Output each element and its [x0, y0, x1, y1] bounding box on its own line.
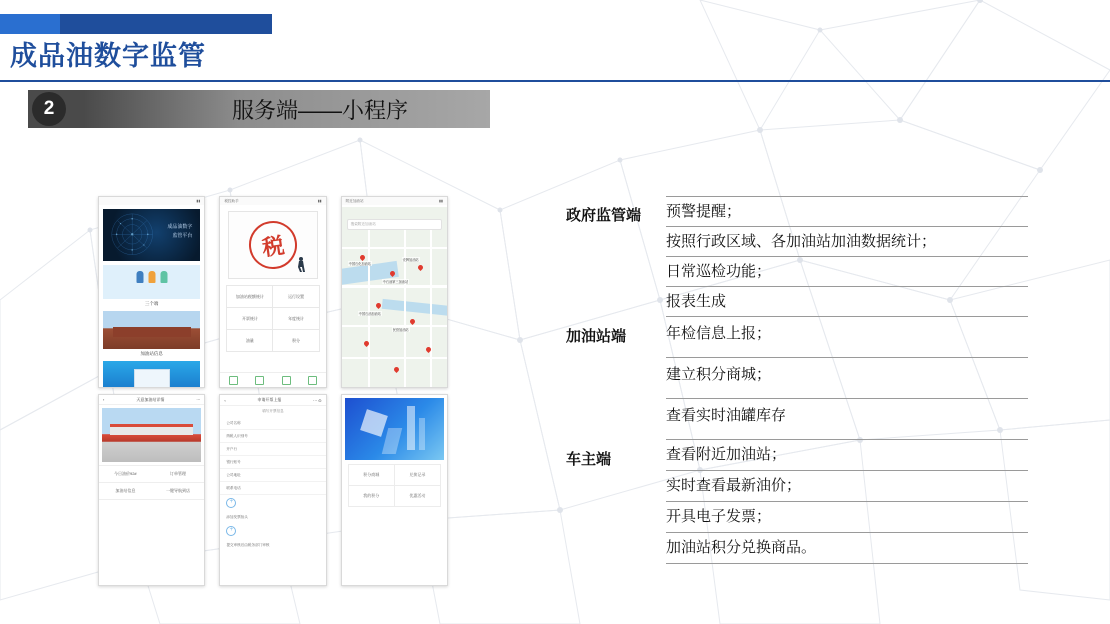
nav-bar — [220, 395, 325, 406]
form-field[interactable]: 开户行 — [220, 443, 325, 456]
section-title: 服务端——小程序 — [231, 97, 408, 123]
grid-cell-label: 加油站税额统计 — [235, 293, 264, 299]
phone-screenshot-invoice-form[interactable] — [219, 394, 326, 586]
form-field[interactable]: 公司地址 — [220, 469, 325, 482]
map-search-input[interactable]: 搜索附近加油站 — [347, 219, 442, 230]
phone-screenshot-map[interactable] — [341, 196, 448, 388]
more-icon[interactable]: ⋯ — [196, 397, 201, 402]
map-label: 中石油第三加油站 — [382, 280, 409, 284]
header-bar-accent — [0, 14, 60, 34]
tax-function-grid — [226, 285, 319, 352]
add-email-icon[interactable]: + — [226, 526, 236, 536]
feature-item-list — [666, 440, 1028, 564]
detail-row[interactable] — [99, 482, 204, 499]
grid-cell[interactable] — [273, 330, 318, 351]
nav-bar — [99, 395, 204, 405]
form-subtitle: 填写开票信息 — [262, 409, 284, 413]
status-right: ▮▮ — [196, 199, 201, 203]
bottom-tab-bar[interactable] — [220, 372, 325, 387]
feature-item: 开具电子发票； — [666, 502, 1028, 533]
feature-item: 实时查看最新油价； — [666, 471, 1028, 502]
hero-text — [167, 223, 192, 241]
map-label: 中国石油加油站 — [358, 312, 381, 316]
station-photo-label: 加油站信息 — [140, 351, 163, 356]
title-divider — [0, 80, 1110, 82]
phone-screenshot-points-mall[interactable] — [341, 394, 448, 586]
more-icon[interactable]: ⋯ ⊙ — [313, 397, 322, 403]
hero-line-2: 监管平台 — [172, 233, 193, 239]
grid-cell[interactable] — [227, 330, 272, 351]
grid-cell[interactable] — [349, 465, 394, 485]
tax-seal-icon: 税 — [246, 218, 300, 272]
feature-item: 日常巡检功能； — [666, 257, 1028, 287]
grid-cell-label: 积分商城 — [363, 472, 380, 477]
feature-item-list — [666, 317, 1028, 440]
status-left: 税控助手 — [224, 198, 239, 203]
phone-status-bar — [99, 197, 204, 205]
nav-title: 天意加油站详情 — [136, 396, 165, 402]
feature-table — [566, 196, 1028, 564]
tab-home-icon[interactable] — [229, 376, 238, 385]
grid-cell[interactable] — [349, 486, 394, 506]
feature-group-station — [566, 317, 1028, 440]
feature-group-car-owner — [566, 440, 1028, 564]
points-hero-banner — [345, 398, 444, 460]
feature-item: 建立积分商城； — [666, 358, 1028, 399]
status-right: ▮▮ — [317, 199, 322, 203]
map-label: 壳牌加油站 — [402, 258, 419, 262]
grid-cell-label: 运行设置 — [288, 293, 305, 299]
status-left: 附近加油站 — [345, 198, 364, 203]
three-roles-label: 三个端 — [144, 301, 159, 306]
rider-icon — [294, 256, 308, 272]
grid-cell[interactable] — [395, 486, 440, 506]
back-icon[interactable]: ‹ — [103, 397, 105, 402]
invoice-tile[interactable] — [103, 361, 200, 388]
feature-item: 加油站积分兑换商品。 — [666, 533, 1028, 564]
phone-status-bar — [342, 197, 447, 205]
grid-cell-label: 开票统计 — [241, 315, 258, 321]
detail-row[interactable] — [99, 465, 204, 482]
people-icon — [136, 271, 167, 283]
phone-screenshot-home[interactable] — [98, 196, 205, 388]
grid-cell-label: 年度统计 — [288, 315, 305, 321]
detail-cell: 订单管理 — [170, 471, 186, 476]
grid-cell-label: 油量 — [245, 337, 254, 343]
station-photo — [102, 408, 201, 462]
feature-group-government — [566, 196, 1028, 317]
hero-banner — [103, 209, 200, 261]
feature-item: 按照行政区域、各加油站加油数据统计； — [666, 227, 1028, 257]
feature-group-label: 加油站端 — [566, 328, 627, 345]
detail-cell: 今日油价92# — [113, 471, 137, 476]
feature-item-list — [666, 196, 1028, 317]
grid-cell[interactable] — [395, 465, 440, 485]
phone-screenshot-station-detail[interactable] — [98, 394, 205, 586]
feature-item: 查看实时油罐库存 — [666, 399, 1028, 440]
nav-title: 申请开票上报 — [257, 397, 282, 402]
status-right: ▮▮ — [439, 199, 443, 203]
tab-stats-icon[interactable] — [255, 376, 264, 385]
phone-row-top — [98, 196, 448, 388]
grid-cell-label: 优惠活动 — [409, 493, 426, 498]
form-field[interactable]: 联系电话 — [220, 482, 325, 495]
add-invoice-title-icon[interactable]: + — [226, 498, 236, 508]
feature-item: 查看附近加油站； — [666, 440, 1028, 471]
form-footer-note: 提交审核后由税务部门审核 — [226, 542, 270, 547]
detail-cell: 一键导航到店 — [166, 488, 190, 493]
grid-cell-label: 兑换记录 — [409, 472, 426, 477]
tab-message-icon[interactable] — [282, 376, 291, 385]
page-title: 成品油数字监管 — [10, 41, 206, 71]
form-field[interactable]: 银行账号 — [220, 456, 325, 469]
feature-group-label: 政府监管端 — [566, 207, 642, 224]
station-photo-tile[interactable] — [103, 311, 200, 349]
section-number-badge: 2 — [32, 92, 66, 126]
grid-cell-label: 我的积分 — [363, 493, 380, 498]
phone-status-bar — [220, 197, 325, 205]
tax-seal-card — [228, 211, 317, 279]
tab-profile-icon[interactable] — [308, 376, 317, 385]
phone-screenshot-gallery — [98, 196, 448, 586]
phone-screenshot-tax[interactable] — [219, 196, 326, 388]
feature-group-label: 车主端 — [566, 451, 612, 468]
page-title-wrap — [10, 38, 206, 74]
form-field[interactable]: 公司名称 — [220, 417, 325, 430]
detail-cell: 加油站信息 — [115, 488, 136, 493]
form-field[interactable]: 纳税人识别号 — [220, 430, 325, 443]
hero-line-1: 成品油数字 — [167, 224, 193, 230]
feature-item: 报表生成 — [666, 287, 1028, 317]
map-canvas[interactable] — [342, 207, 447, 387]
feature-item: 预警提醒； — [666, 197, 1028, 227]
phone-row-bottom — [98, 394, 448, 586]
detail-row-empty — [99, 499, 204, 516]
points-function-grid — [348, 464, 441, 507]
three-roles-card[interactable] — [103, 265, 200, 299]
grid-cell[interactable] — [273, 286, 318, 307]
back-icon[interactable]: ‹ — [224, 397, 226, 403]
map-label: 民营加油站 — [392, 328, 409, 332]
grid-cell-label: 积分 — [292, 337, 301, 343]
map-label: 中国石化加油站 — [348, 262, 371, 266]
grid-cell[interactable] — [227, 286, 272, 307]
feature-item: 年检信息上报； — [666, 317, 1028, 358]
grid-cell[interactable] — [227, 308, 272, 329]
grid-cell[interactable] — [273, 308, 318, 329]
add-invoice-title-label: 添加发票抬头 — [226, 514, 248, 519]
